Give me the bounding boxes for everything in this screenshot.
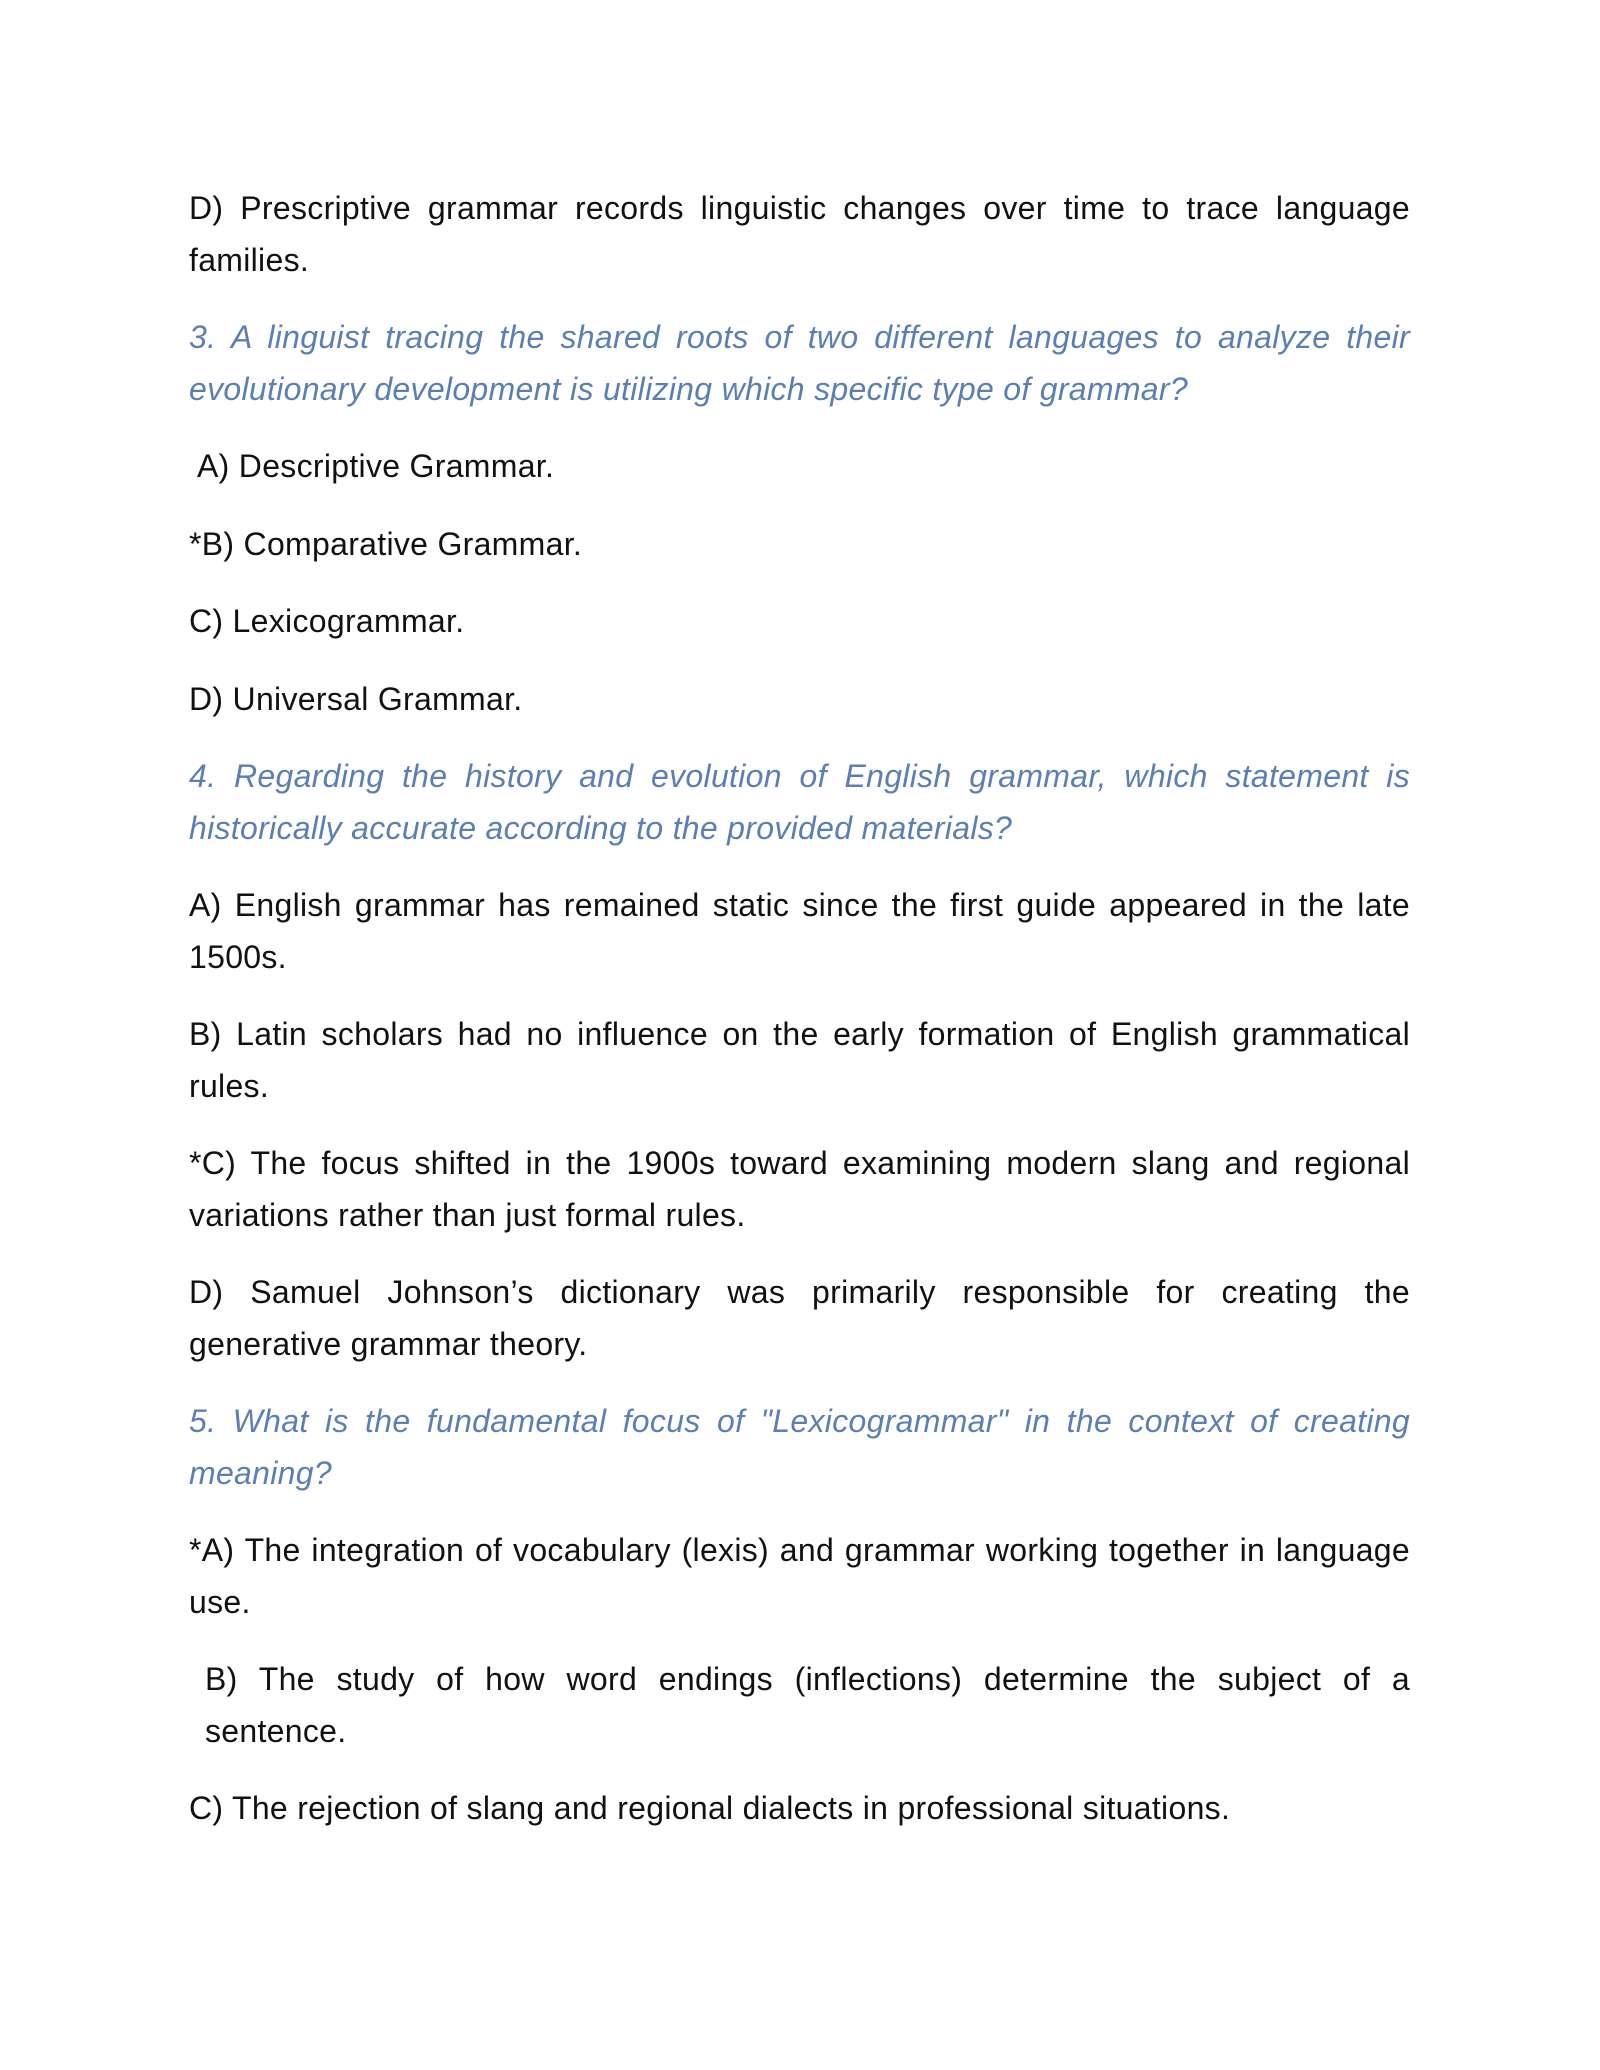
q5-option-a: *A) The integration of vocabulary (lexis) and grammar working together in language use.: [189, 1532, 1410, 1620]
question-5: 5. What is the fundamental focus of "Lexicogrammar" in the context of creating meaning?: [189, 1403, 1410, 1491]
q5-option-b: B) The study of how word endings (inflections) determine the subject of a sentence.: [205, 1661, 1410, 1749]
q3-option-c: C) Lexicogrammar.: [189, 603, 465, 639]
q2-option-d: D) Prescriptive grammar records linguistic changes over time to trace language families.: [189, 190, 1410, 278]
question-4: 4. Regarding the history and evolution of English grammar, which statement is historically accurate according to the provided materials?: [189, 758, 1410, 846]
question-3: 3. A linguist tracing the shared roots of two different languages to analyze their evolutionary development is utilizing which specific type of grammar?: [189, 319, 1410, 407]
document-page: [189, 183, 1410, 1861]
q4-option-a: A) English grammar has remained static since the first guide appeared in the late 1500s.: [189, 887, 1410, 975]
q4-option-c: *C) The focus shifted in the 1900s toward examining modern slang and regional variations rather than just formal rules.: [189, 1145, 1410, 1233]
q4-option-d: D) Samuel Johnson’s dictionary was primarily responsible for creating the generative grammar theory.: [189, 1274, 1410, 1362]
q3-option-d: D) Universal Grammar.: [189, 680, 523, 717]
q5-option-c: C) The rejection of slang and regional dialects in professional situations.: [189, 1790, 1231, 1826]
q3-option-b: *B) Comparative Grammar.: [189, 525, 583, 562]
q4-option-b: B) Latin scholars had no influence on the early formation of English grammatical rules.: [189, 1016, 1410, 1104]
q3-option-a: A) Descriptive Grammar.: [197, 448, 555, 484]
